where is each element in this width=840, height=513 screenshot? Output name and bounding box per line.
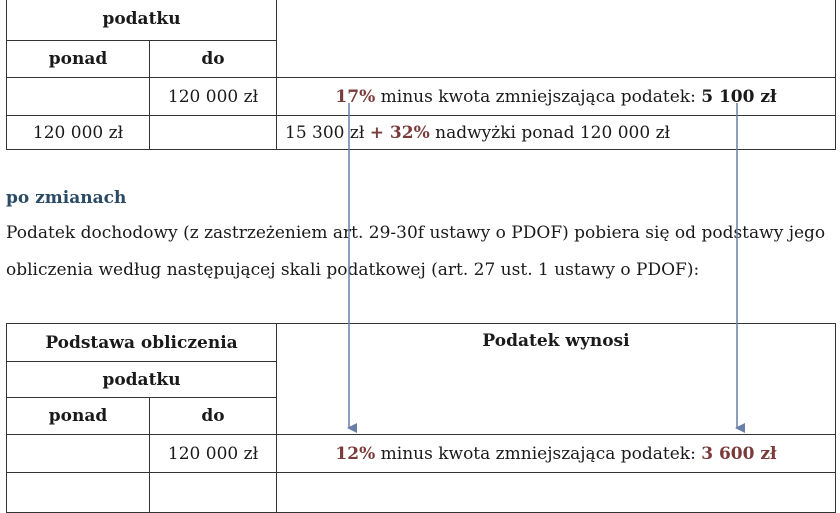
table2-row1-to: 120 000 zł <box>150 435 277 473</box>
table1-row1-over <box>7 78 150 116</box>
table1-row2-rate: + 32% <box>369 122 430 143</box>
table2-col-to: do <box>150 398 277 435</box>
table1-row1-tax <box>277 78 836 116</box>
table1-row2-prefix: 15 300 zł <box>285 122 370 143</box>
table2-row2-tax <box>277 473 836 513</box>
table1-row2-desc: nadwyżki ponad 120 000 zł <box>429 122 671 143</box>
paragraph-line-1: Podatek dochodowy (z zastrzeżeniem art. 29-30f ustawy o PDOF) pobiera się od podstawy jego <box>6 223 826 243</box>
paragraph-line-2: obliczenia według następującej skali podatkowej (art. 27 ust. 1 ustawy o PDOF): <box>6 260 700 280</box>
table1-header-base <box>7 0 277 41</box>
table1-row2-over: 120 000 zł <box>7 116 150 150</box>
table1-header-tax <box>277 0 836 78</box>
table2-header-base-1: Podstawa obliczenia <box>7 324 277 362</box>
table1-row1-to: 120 000 zł <box>150 78 277 116</box>
table1-row2-tax <box>277 116 836 150</box>
table2-col-over: ponad <box>7 398 150 435</box>
table1-col-to: do <box>150 41 277 78</box>
table2-row1-over <box>7 435 150 473</box>
tax-table-before <box>6 0 836 150</box>
table2-row2-over <box>7 473 150 513</box>
table2-header-base-2: podatku <box>7 362 277 398</box>
table1-row1-desc: minus kwota zmniejszająca podatek: <box>375 86 702 107</box>
table1-header-text: podatku <box>102 8 181 29</box>
table1-row1-rate: 17% <box>335 86 376 107</box>
tax-table-after <box>6 323 836 513</box>
table1-row2-to <box>150 116 277 150</box>
table2-header-tax: Podatek wynosi <box>277 324 836 435</box>
table2-row2-to <box>150 473 277 513</box>
table1-col-over: ponad <box>7 41 150 78</box>
table2-row1-amount: 3 600 zł <box>701 443 777 464</box>
table2-row1-rate: 12% <box>335 443 376 464</box>
table2-row1-tax <box>277 435 836 473</box>
table1-row1-amount: 5 100 zł <box>701 86 777 107</box>
section-heading: po zmianach <box>6 188 127 208</box>
table2-row1-desc: minus kwota zmniejszająca podatek: <box>375 443 702 464</box>
